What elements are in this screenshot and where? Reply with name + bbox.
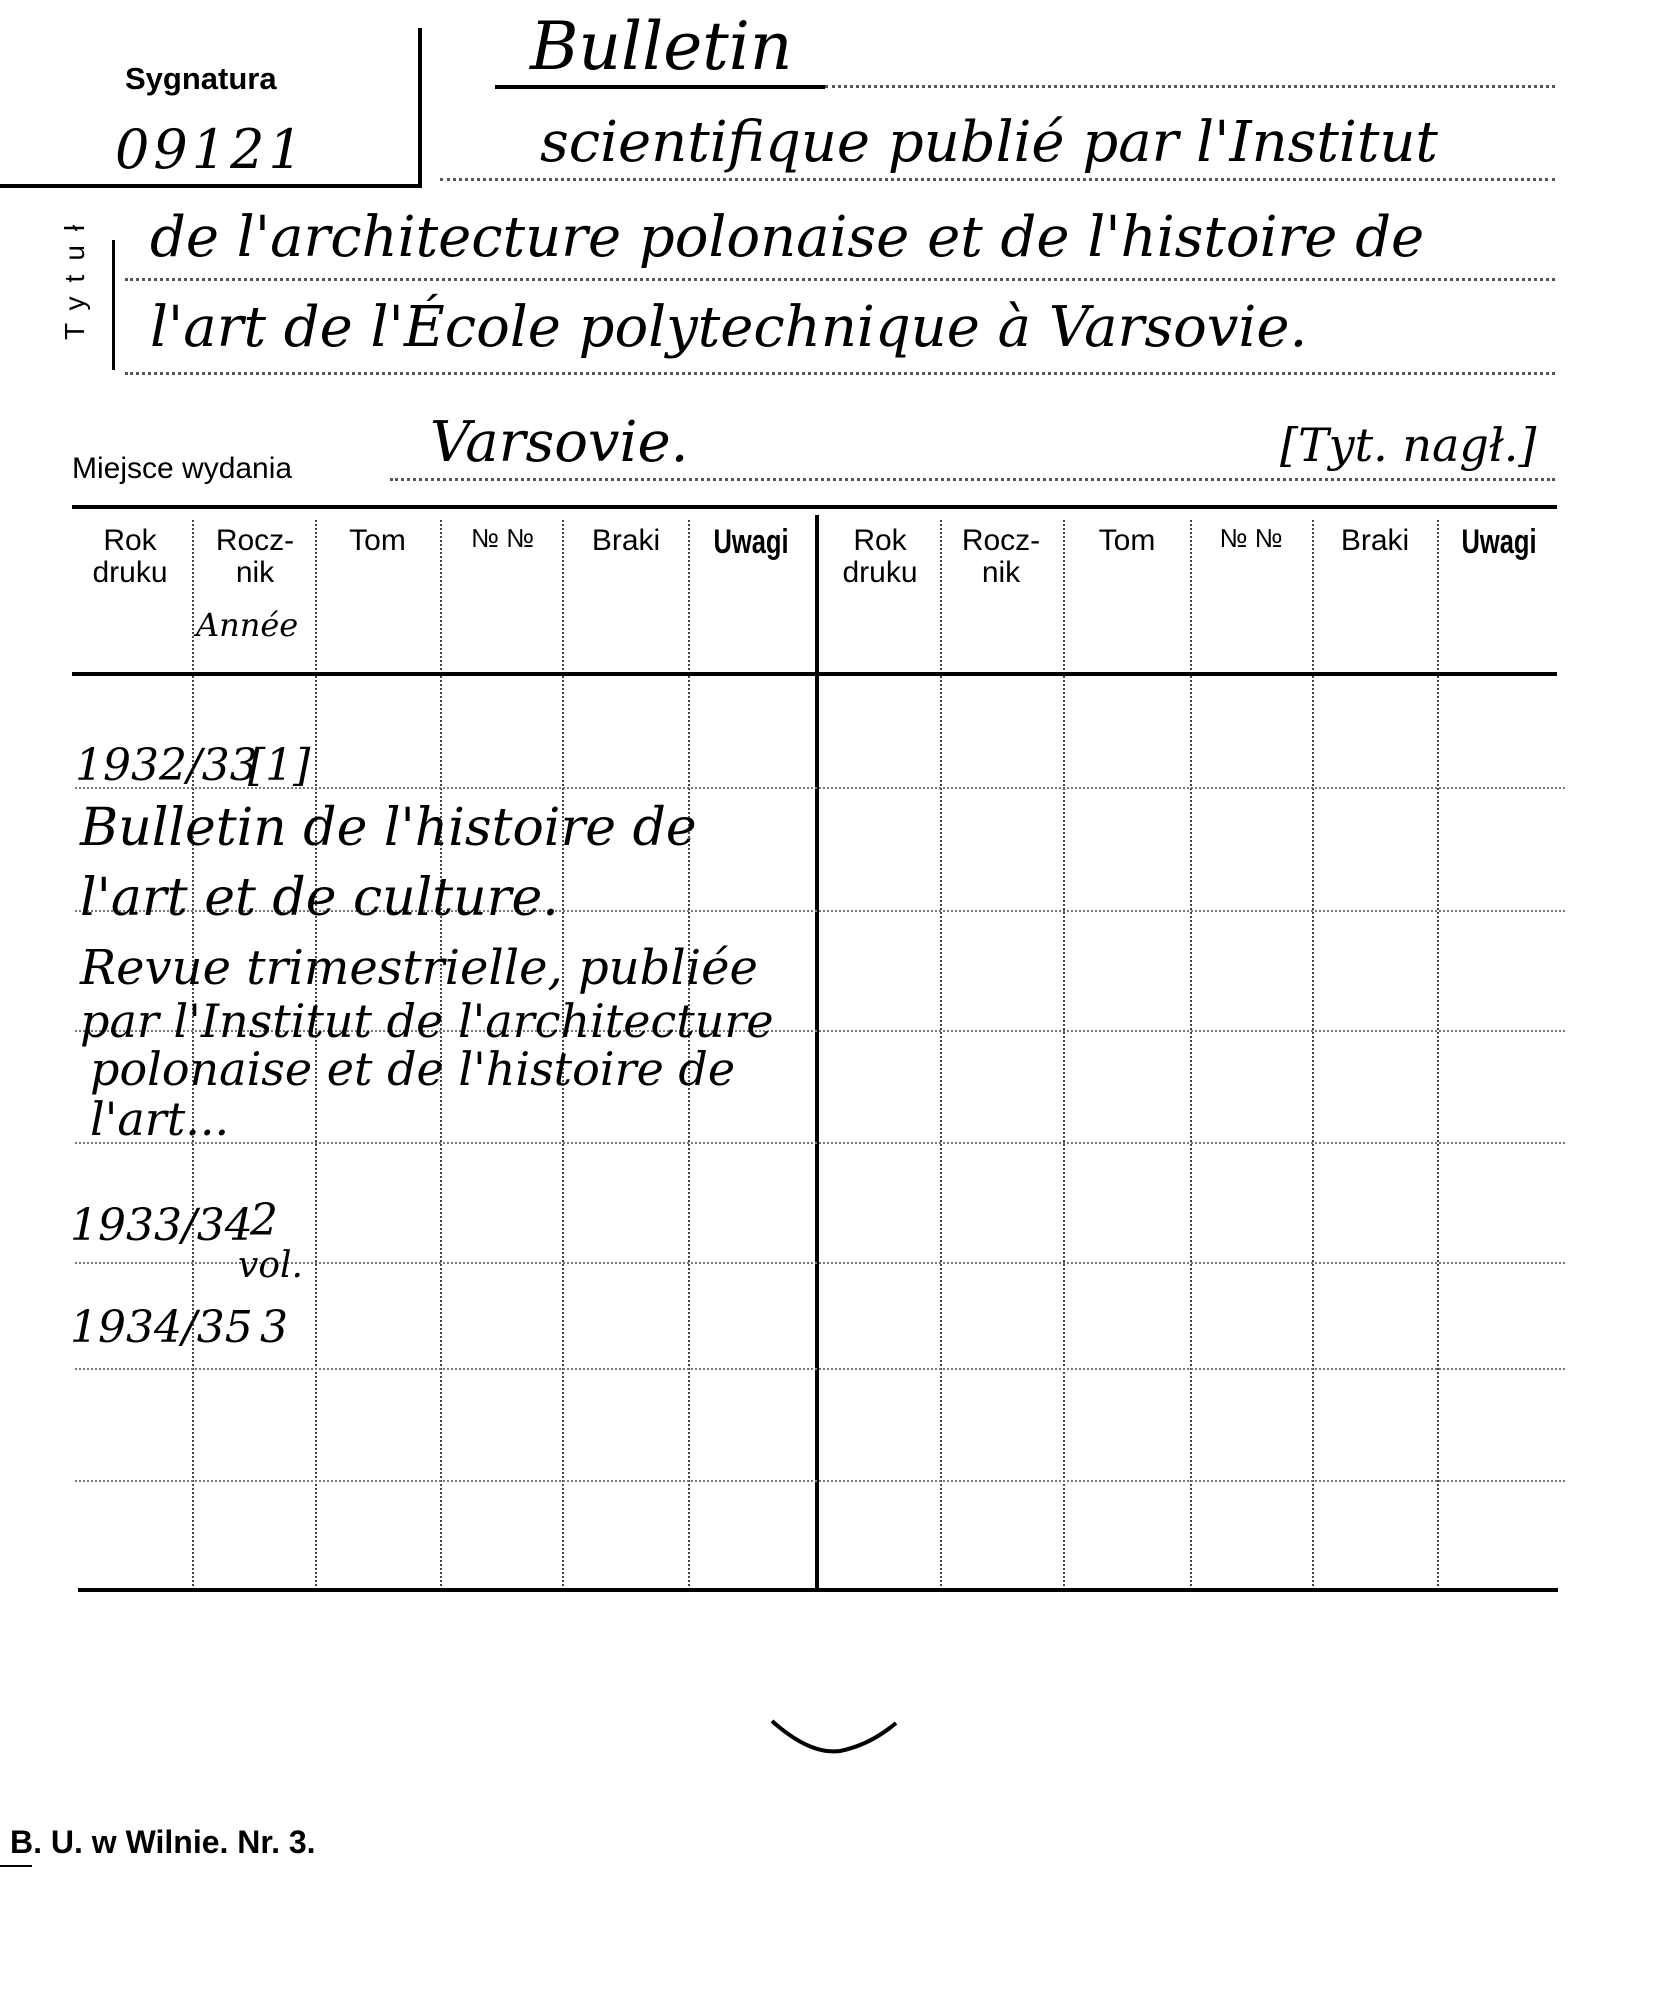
header-braki: Braki [591,524,661,557]
title-line-3: de l'architecture polonaise et de l'histoire de [150,205,1425,270]
tytul-label: Tytuł [59,210,90,340]
header-numery: № № [470,523,534,553]
header-rok-druku: Rok druku [92,524,168,589]
header-uwagi-2: Uwagi [1461,523,1537,561]
header-numery-2: № № [1219,523,1283,553]
title-dotline-2 [440,178,1555,181]
description-line-4: par l'Institut de l'architecture [80,994,774,1048]
title-dotline-1 [825,85,1555,88]
title-line-1: Bulletin [530,8,793,85]
header-tom: Tom [349,524,406,557]
curve-mark [770,1715,900,1765]
description-line-1: Bulletin de l'histoire de [80,798,697,858]
entry-vol-label: vol. [238,1245,303,1286]
tytul-bracket [112,240,115,370]
miejsce-note: [Tyt. nagł.] [1280,418,1537,472]
title-dotline-4 [125,372,1555,375]
header-rocznik: Rocz- nik [215,524,295,589]
sygnatura-label: Sygnatura [125,61,277,96]
col-divider-8 [1063,520,1065,1590]
entry-vol-2: 2 [250,1195,278,1246]
row-line [75,1142,1565,1144]
description-line-2: l'art et de culture. [80,868,559,928]
col-divider-11 [1437,520,1439,1590]
description-line-6: l'art... [90,1092,230,1146]
annee-note: Année [196,606,299,644]
description-line-3: Revue trimestrielle, publiée [80,940,758,996]
header-rocznik-2: Rocz- nik [961,524,1041,589]
row-line [75,1368,1565,1370]
entry-vol-3: 3 [260,1302,288,1353]
entry-year-3: 1934/35 [70,1302,253,1353]
title-underline [495,85,825,89]
header-rok-druku-2: Rok druku [842,524,918,589]
description-line-5: polonaise et de l'histoire de [90,1042,736,1096]
col-divider-7 [940,520,942,1590]
col-divider-10 [1312,520,1314,1590]
table-bottom-rule [78,1588,1558,1592]
miejsce-value: Varsovie. [430,410,689,475]
title-dotline-3 [125,278,1555,281]
entry-year-2: 1933/34 [70,1200,253,1251]
header-uwagi: Uwagi [713,523,789,561]
title-line-4: l'art de l'École polytechnique à Varsovie. [150,295,1308,360]
sygnatura-value: 09121 [115,118,307,181]
miejsce-label: Miejsce wydania [72,452,293,485]
header-tom-2: Tom [1098,524,1156,557]
col-divider-9 [1190,520,1192,1590]
title-line-2: scientifique publié par l'Institut [540,110,1438,175]
entry-vol-1: [1] [248,740,311,791]
header-bottom-rule [72,672,1557,676]
table-top-rule [72,505,1557,509]
footer-underline [0,1865,32,1867]
entry-year-1: 1932/33 [75,740,258,791]
row-line [75,1480,1565,1482]
footer-printer: B. U. w Wilnie. Nr. 3. [10,1824,316,1860]
col-divider-middle [815,515,819,1590]
header-braki-2: Braki [1340,524,1410,557]
miejsce-dotline [390,478,1555,481]
sygnatura-box-bottom [0,184,422,188]
sygnatura-box-right [418,28,422,186]
